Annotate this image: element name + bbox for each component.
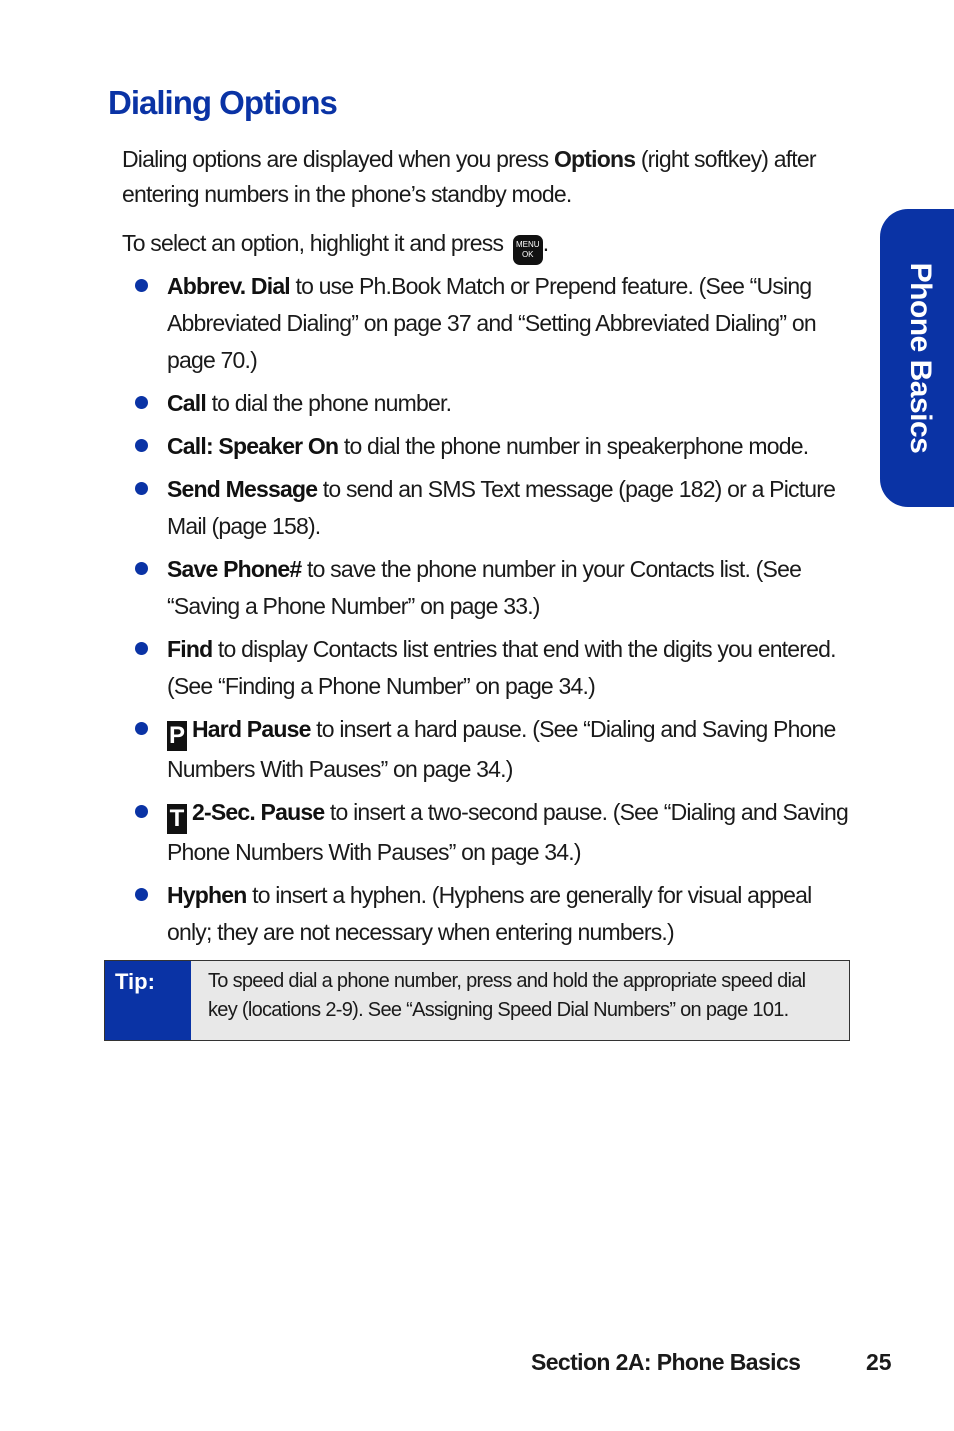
bullet-icon xyxy=(135,279,148,292)
option-description: to insert a hyphen. (Hyphens are generally for visual appeal only; they are not necessary when entering numbers.) xyxy=(167,882,812,945)
option-label: Save Phone# xyxy=(167,556,302,582)
option-label: 2-Sec. Pause xyxy=(192,799,325,825)
list-item-send-message xyxy=(132,471,850,545)
option-description: to insert a two-second pause. (See “Dialing and Saving Phone Numbers With Pauses” on page 34.) xyxy=(167,799,848,865)
tip-box xyxy=(104,960,850,1041)
intro-text-continued: (right softkey) after entering numbers in the phone’s standby mode. xyxy=(122,146,816,207)
menu-key-bottom-label: OK xyxy=(521,250,534,259)
option-label: Call: Speaker On xyxy=(167,433,339,459)
list-item-hyphen xyxy=(132,877,850,951)
intro-paragraph xyxy=(122,142,852,212)
side-tab-label: Phone Basics xyxy=(904,262,937,454)
select-instruction-text: To select an option, highlight it and press xyxy=(122,230,509,256)
option-label: Find xyxy=(167,636,213,662)
option-label: Hard Pause xyxy=(192,716,311,742)
option-description: to display Contacts list entries that end with the digits you entered. (See “Finding a Phone Number” on page 34.) xyxy=(167,636,836,699)
menu-ok-key-icon xyxy=(513,235,543,265)
option-label: Send Message xyxy=(167,476,318,502)
bullet-icon xyxy=(135,722,148,735)
timed-pause-t-icon: T xyxy=(167,804,187,834)
select-instruction xyxy=(122,226,852,265)
option-label: Hyphen xyxy=(167,882,247,908)
tip-label: Tip: xyxy=(105,961,191,1040)
page-title: Dialing Options xyxy=(108,84,337,121)
option-description: to dial the phone number. xyxy=(205,390,452,416)
footer-section-title: Section 2A: Phone Basics xyxy=(531,1349,801,1375)
list-item-save-phone xyxy=(132,551,850,625)
menu-key-top-label: MENU xyxy=(515,240,540,249)
list-item-two-sec-pause xyxy=(132,794,850,871)
bullet-icon xyxy=(135,439,148,452)
options-softkey-label: Options xyxy=(553,146,636,172)
tip-text: To speed dial a phone number, press and hold the appropriate speed dial key (locations 2-9). See “Assigning Speed Dial Numbers” on page 101. xyxy=(191,961,849,1040)
intro-text: Dialing options are displayed when you press xyxy=(122,146,554,172)
option-label: Call xyxy=(167,390,206,416)
select-instruction-end: . xyxy=(542,230,549,256)
bullet-icon xyxy=(135,888,148,901)
dialing-options-list xyxy=(132,268,850,957)
option-description: to use Ph.Book Match or Prepend feature. (See “Using Abbreviated Dialing” on page 37 and “Setting Abbreviated Dialing” on page 70.) xyxy=(167,273,816,373)
bullet-icon xyxy=(135,642,148,655)
list-item-find xyxy=(132,631,850,705)
list-item-hard-pause xyxy=(132,711,850,788)
page-number: 25 xyxy=(866,1349,892,1375)
bullet-icon xyxy=(135,562,148,575)
section-side-tab xyxy=(880,209,954,507)
list-item-call-speaker-on xyxy=(132,428,850,465)
option-description: to insert a hard pause. (See “Dialing and Saving Phone Numbers With Pauses” on page 34.) xyxy=(167,716,836,782)
option-description: to send an SMS Text message (page 182) or a Picture Mail (page 158). xyxy=(167,476,836,539)
option-label: Abbrev. Dial xyxy=(167,273,290,299)
bullet-icon xyxy=(135,396,148,409)
option-description: to dial the phone number in speakerphone mode. xyxy=(338,433,809,459)
list-item-abbrev-dial xyxy=(132,268,850,379)
bullet-icon xyxy=(135,482,148,495)
list-item-call xyxy=(132,385,850,422)
hard-pause-p-icon: P xyxy=(168,722,185,749)
bullet-icon xyxy=(135,805,148,818)
option-description: to save the phone number in your Contacts list. (See “Saving a Phone Number” on page 33.) xyxy=(167,556,802,619)
